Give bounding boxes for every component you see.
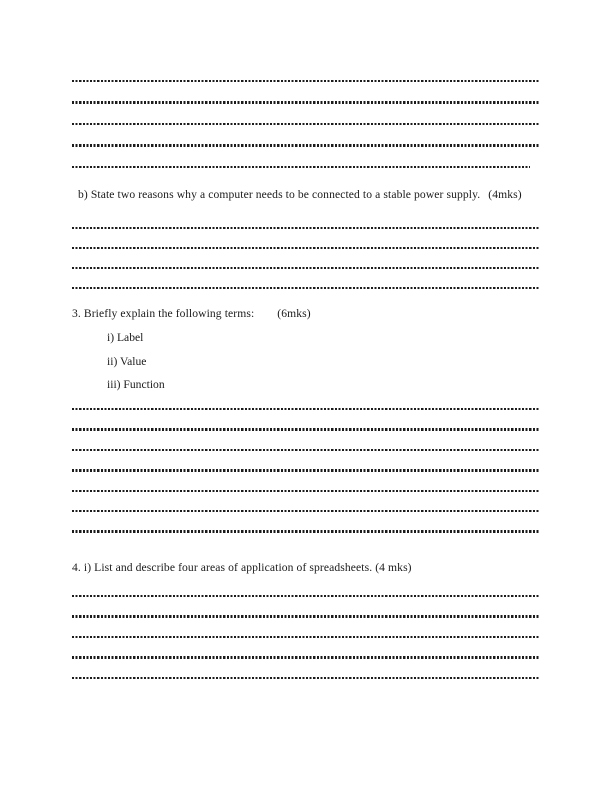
dotted-answer-line: [72, 469, 540, 471]
dotted-answer-line: [72, 449, 540, 451]
question-3-item-function: iii) Function: [107, 378, 165, 391]
dotted-answer-line: [72, 123, 540, 125]
dotted-answer-line: [72, 510, 540, 512]
question-4-marks: (4 mks): [375, 561, 412, 574]
question-3-marks: (6mks): [277, 307, 311, 320]
question-3-text: 3. Briefly explain the following terms:: [72, 307, 255, 320]
question-3-item-value: ii) Value: [107, 355, 147, 368]
dotted-answer-line: [72, 595, 540, 597]
dotted-answer-line: [72, 408, 540, 410]
dotted-answer-line: [72, 530, 540, 532]
dotted-answer-line: [72, 615, 540, 617]
question-2b: [78, 187, 522, 202]
dotted-answer-line: [72, 490, 540, 492]
question-2b-text: b) State two reasons why a computer needs to be connected to a stable power supply.: [78, 188, 481, 201]
answer-lines-block-1: [72, 80, 540, 187]
answer-lines-block-2: [72, 227, 540, 307]
dotted-answer-line: [72, 287, 540, 289]
question-4-text: 4. i) List and describe four areas of application of spreadsheets.: [72, 561, 373, 574]
dotted-answer-line: [72, 101, 540, 103]
dotted-answer-line: [72, 677, 540, 679]
dotted-answer-line: [72, 80, 540, 82]
dotted-answer-line: [72, 144, 540, 146]
dotted-answer-line: [72, 227, 540, 229]
dotted-answer-line: [72, 636, 540, 638]
question-3: [72, 306, 311, 321]
dotted-answer-line: [72, 428, 540, 430]
question-4: [72, 560, 412, 575]
question-2b-marks: (4mks): [488, 188, 522, 201]
question-3-item-label: i) Label: [107, 331, 144, 344]
answer-lines-block-3: [72, 408, 540, 551]
dotted-answer-line: [72, 656, 540, 658]
dotted-answer-line: [72, 166, 530, 168]
dotted-answer-line: [72, 247, 540, 249]
answer-lines-block-4: [72, 595, 540, 697]
dotted-answer-line: [72, 267, 540, 269]
